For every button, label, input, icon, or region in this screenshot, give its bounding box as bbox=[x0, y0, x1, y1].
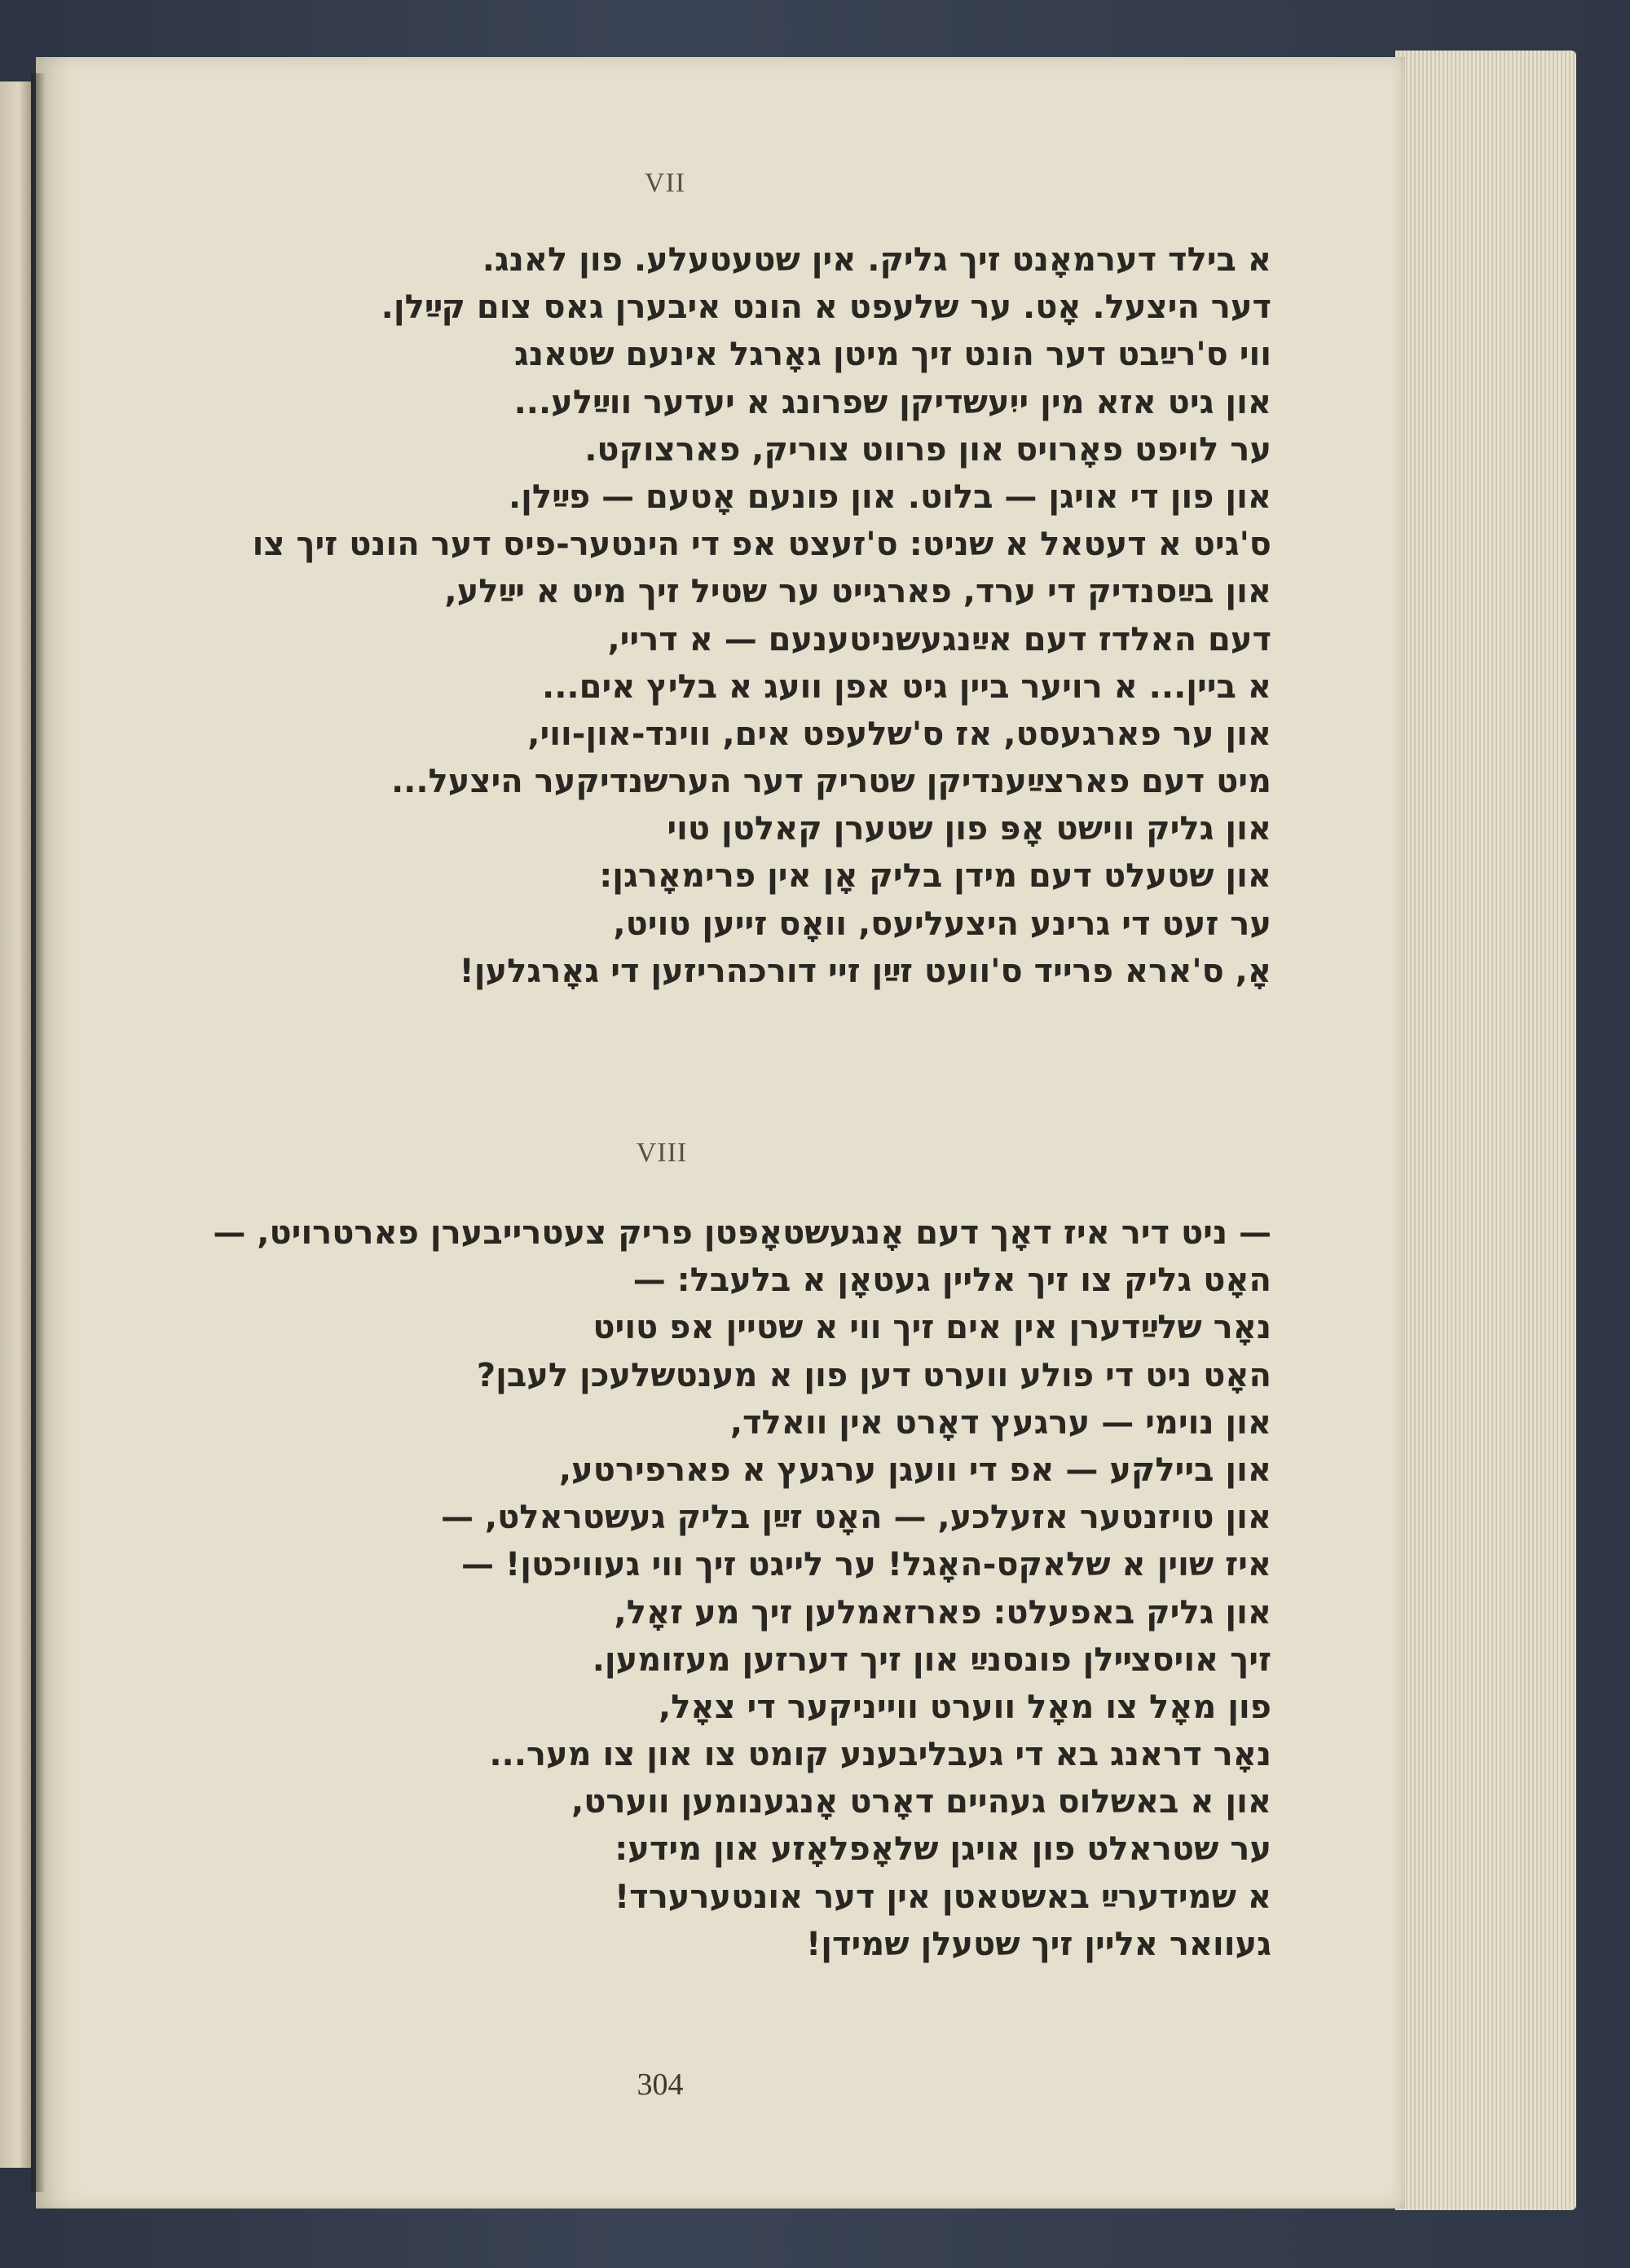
page-edges-stack bbox=[1395, 51, 1576, 2210]
poem-line: א ביין... א רויער ביין גיט אפן וועג א בליץ אים... bbox=[542, 667, 1271, 706]
poem-line: און בײַסנדיק די ערד, פארגייט ער שטיל זיך מיט א יײַלע, bbox=[444, 573, 1271, 611]
poem-line: און גליק באפעלט: פארזאמלען זיך מע זאָל, bbox=[614, 1593, 1271, 1632]
poem-line: ער שטראלט פון אויגן שלאָפלאָזע און מידע: bbox=[615, 1830, 1271, 1869]
poem-line: און גליק ווישט אָפּ פון שטערן קאלטן טוי bbox=[667, 810, 1271, 848]
poem-line: ווי ס'רײַבט דער הונט זיך מיטן גאָרגל אינעם שטאנג bbox=[513, 336, 1271, 374]
poem-line: און א באשלוס געהיים דאָרט אָנגענומען ווערט, bbox=[571, 1783, 1271, 1821]
poem-line: זיך אויסצײלן פונסנײַ און זיך דערזען מעזומען. bbox=[592, 1640, 1271, 1679]
poem-line: און שטעלט דעם מידן בליק אָן אין פרימאָרגן: bbox=[599, 857, 1271, 896]
poem-line: און ער פארגעסט, אז ס'שלעפט אים, ווינד-און-ווי, bbox=[527, 715, 1271, 753]
poem-line: ס'גיט א דעטאל א שניט: ס'זעצט אפ די הינטער-פיס דער הונט זיך צו bbox=[252, 526, 1271, 564]
poem-line: א בילד דערמאָנט זיך גליק. אין שטעטעלע. פון לאנג. bbox=[482, 241, 1271, 279]
page-number: 304 bbox=[637, 2068, 684, 2102]
poem-section-vii bbox=[114, 236, 1271, 995]
poem-line: אָ, ס'ארא פרייד ס'וועט זײַן זיי דורכהריזען די גאָרגלען! bbox=[459, 952, 1271, 990]
section-number-viii: VIII bbox=[636, 1138, 688, 1168]
section-number-vii: VII bbox=[644, 168, 686, 198]
poem-line: און ביילקע — אפ די וועגן ערגעץ א פארפירטע, bbox=[558, 1451, 1271, 1489]
poem-line: האָט ניט די פולע ווערט דען פון א מענטשלעכן לעבן? bbox=[476, 1356, 1271, 1394]
poem-line: און פון די אויגן — בלוט. און פונעם אָטעם — פײַלן. bbox=[508, 478, 1271, 516]
poem-line: מיט דעם פארצײַענדיקן שטריק דער הערשנדיקער היצעל... bbox=[390, 763, 1271, 801]
poem-line: האָט גליק צו זיך אליין געטאָן א בלעבל: — bbox=[632, 1262, 1271, 1300]
poem-line: איז שוין א שלאקס-האָגל! ער לייגט זיך ווי געוויכטן! — bbox=[461, 1546, 1271, 1584]
poem-line: — ניט דיר איז דאָך דעם אָנגעשטאָפּטן פריק צעטרייבערן פארטרויט, — bbox=[213, 1214, 1271, 1252]
poem-line: א שמידערײַ באשטאטן אין דער אונטערערד! bbox=[614, 1878, 1271, 1916]
poem-line: דער היצעל. אָט. ער שלעפט א הונט איבערן גאס צום קײַלן. bbox=[381, 288, 1271, 327]
poem-line: ער לויפט פאָרויס און פרווט צוריק, פארצוקט. bbox=[584, 430, 1271, 469]
poem-line: און נוימי — ערגעץ דאָרט אין וואלד, bbox=[729, 1403, 1271, 1442]
poem-line: פון מאָל צו מאָל ווערט ווייניקער די צאָל, bbox=[659, 1688, 1271, 1726]
poem-line: נאָר דראנג בא די געבליבענע קומט צו און צו מער... bbox=[489, 1736, 1271, 1774]
left-page-edge bbox=[0, 81, 31, 2168]
poem-line: און טויזנטער אזעלכע, — האָט זײַן בליק געשטראלט, — bbox=[440, 1499, 1271, 1537]
poem-line: און גיט אזא מין ייִעשדיקן שפרונג א יעדער ווײַלע... bbox=[513, 383, 1271, 421]
poem-section-viii bbox=[114, 1209, 1271, 1968]
poem-line: דעם האלדז דעם אײַנגעשניטענעם — א דריי, bbox=[607, 620, 1271, 658]
poem-line: געוואר אליין זיך שטעלן שמידן! bbox=[806, 1925, 1271, 1963]
poem-line: ער זעט די גרינע היצעליעס, וואָס זייען טויט, bbox=[613, 905, 1271, 943]
spine-shadow bbox=[31, 73, 46, 2192]
poem-line: נאָר שלײַדערן אין אים זיך ווי א שטיין אפ טויט bbox=[593, 1309, 1271, 1347]
